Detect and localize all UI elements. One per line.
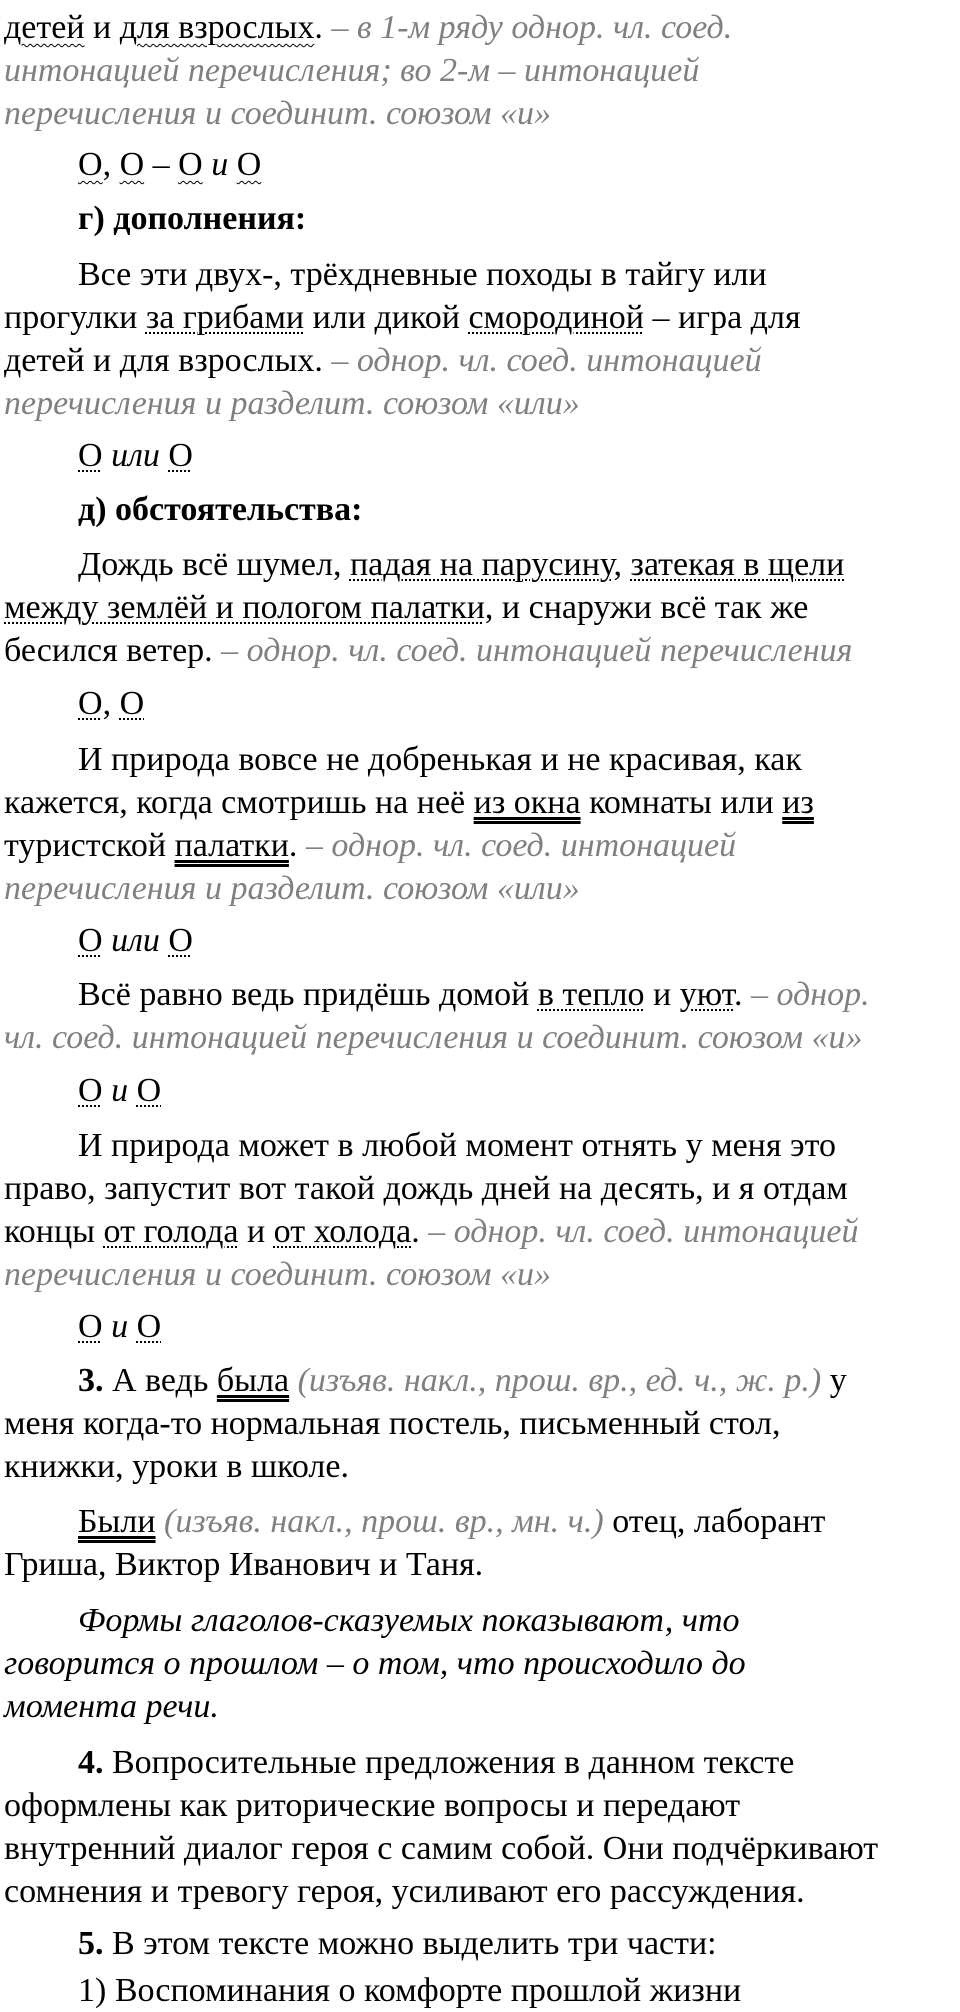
scheme-o: О [178, 146, 203, 183]
grey-comment: (изъяв. накл., прош. вр., ед. ч., ж. р.) [289, 1362, 822, 1399]
text: . [288, 827, 306, 864]
paragraph-line [78, 1741, 794, 1784]
scheme [78, 1305, 161, 1348]
text: комнаты или [580, 784, 783, 821]
scheme-o: О [78, 685, 103, 722]
circumstance-underline: от голода [103, 1213, 239, 1250]
text: у [821, 1362, 847, 1399]
scheme-o: О [78, 146, 103, 183]
grey-comment: перечисления и разделит. союзом «или» [4, 870, 580, 907]
paragraph-line: книжки, уроки в школе. [4, 1448, 349, 1485]
scheme-o: О [78, 1308, 103, 1345]
circumstance-underline: падая на парусину [349, 546, 614, 583]
grey-comment: интонацией перечисления; во 2-м – интонацией [4, 52, 700, 89]
grey-comment: перечисления и соединит. союзом «и» [4, 1256, 551, 1293]
paragraph-line [78, 973, 870, 1016]
paragraph-line: право, запустит вот такой дождь дней на десять, и я отдам [4, 1170, 848, 1207]
scheme-o: О [136, 1308, 162, 1345]
text: – игра для [643, 299, 801, 336]
predicate-underline: Были [78, 1503, 156, 1540]
scheme [78, 1069, 161, 1112]
paragraph-line: И природа может в любой момент отнять у меня это [78, 1127, 837, 1164]
paragraph-line: внутренний диалог героя с самим собой. Они подчёркивают [4, 1830, 879, 1867]
paragraph-line: И природа вовсе не добренькая и не красивая, как [78, 741, 802, 778]
circumstance-underline: от холода [273, 1213, 412, 1250]
paragraph-line [78, 543, 844, 586]
scheme-o: О [78, 1072, 103, 1109]
text: . [733, 976, 751, 1013]
scheme [78, 919, 193, 962]
task-number: 3. [78, 1362, 104, 1399]
text: . [411, 1213, 429, 1250]
paragraph-line [4, 296, 801, 339]
circumstance-underline: между землёй и пологом палатки [4, 589, 485, 626]
object-underline: смородиной [468, 299, 644, 336]
text: или дикой [304, 299, 469, 336]
double-underline: палатки [174, 827, 289, 864]
text: В этом тексте можно выделить три части: [103, 1925, 717, 1962]
scheme-conj: или [102, 922, 169, 959]
text: , и снаружи всё так же [484, 589, 809, 626]
text: . [314, 9, 332, 46]
grey-comment: – в 1-м ряду однор. чл. соед. [331, 9, 733, 46]
italic-note: момента речи. [4, 1688, 219, 1725]
grey-comment: (изъяв. накл., прош. вр., мн. ч.) [155, 1503, 604, 1540]
paragraph-line [78, 1359, 847, 1402]
circumstance-underline: уют [679, 976, 734, 1013]
paragraph-line: меня когда-то нормальная постель, письменный стол, [4, 1405, 781, 1442]
paragraph-line [78, 1500, 825, 1543]
text: детей и для взрослых. [4, 342, 332, 379]
scheme-o: О [78, 437, 103, 474]
paragraph-line: Гриша, Виктор Иванович и Таня. [4, 1546, 484, 1583]
paragraph-line [4, 6, 732, 49]
paragraph-line: 1) Воспоминания о комфорте прошлой жизни [78, 1972, 742, 2009]
grey-comment: – однор. чл. соед. интонацией [331, 342, 762, 379]
paragraph-line [4, 339, 762, 382]
text: А ведь [103, 1362, 217, 1399]
double-underline: из [782, 784, 814, 821]
scheme-o: О [136, 1072, 162, 1109]
paragraph-line [4, 586, 808, 629]
double-underline: из окна [473, 784, 581, 821]
grey-comment: перечисления и разделит. союзом «или» [4, 385, 580, 422]
scheme-o: О [236, 146, 262, 183]
scheme-o: О [78, 922, 103, 959]
text: концы [4, 1213, 104, 1250]
grey-comment: – однор. [750, 976, 870, 1013]
task-number: 5. [78, 1925, 104, 1962]
scheme-sep: , [102, 146, 120, 183]
paragraph-line: оформлены как риторические вопросы и передают [4, 1787, 741, 1824]
scheme-sep: , [102, 685, 120, 722]
text: , [613, 546, 631, 583]
paragraph-line [4, 781, 814, 824]
member-underline: для взрослых [119, 9, 315, 46]
paragraph-line: Все эти двух-, трёхдневные походы в тайгу или [78, 256, 767, 293]
grey-comment: – однор. чл. соед. интонацией [428, 1213, 859, 1250]
text: туристской [4, 827, 175, 864]
scheme [78, 682, 144, 725]
scheme-conj: или [102, 437, 169, 474]
member-underline: детей [4, 9, 85, 46]
paragraph-line [4, 824, 736, 867]
circumstance-underline: в тепло [537, 976, 645, 1013]
section-heading: д) обстоятельства: [78, 491, 363, 528]
scheme-o: О [119, 146, 145, 183]
grey-comment: перечисления и соединит. союзом «и» [4, 95, 551, 132]
grey-comment: – однор. чл. соед. интонацией перечисления [221, 632, 853, 669]
scheme-conj: и [102, 1308, 137, 1345]
object-underline: за грибами [145, 299, 305, 336]
scheme-conj: и [202, 146, 237, 183]
italic-note: Формы глаголов-сказуемых показывают, что [78, 1602, 740, 1639]
text: отец, лаборант [603, 1503, 826, 1540]
section-heading: г) дополнения: [78, 200, 307, 237]
text: и [238, 1213, 274, 1250]
text: Дождь всё шумел, [78, 546, 350, 583]
scheme-sep: – [144, 146, 179, 183]
task-number: 4. [78, 1744, 104, 1781]
scheme-o: О [168, 922, 193, 959]
scheme [78, 143, 261, 186]
text: кажется, когда смотришь на неё [4, 784, 474, 821]
text: Вопросительные предложения в данном тексте [103, 1744, 795, 1781]
paragraph-line: сомнения и тревогу героя, усиливают его рассуждения. [4, 1873, 805, 1910]
text: Всё равно ведь придёшь домой [78, 976, 538, 1013]
italic-note: говорится о прошлом – о том, что происходило до [4, 1645, 746, 1682]
text: бесился ветер. [4, 632, 222, 669]
scheme-o: О [168, 437, 193, 474]
circumstance-underline: затекая в щели [630, 546, 845, 583]
paragraph-line [4, 629, 852, 672]
grey-comment: чл. соед. интонацией перечисления и соединит. союзом «и» [4, 1019, 863, 1056]
scheme [78, 434, 193, 477]
scheme-o: О [119, 685, 145, 722]
grey-comment: – однор. чл. соед. интонацией [305, 827, 737, 864]
scheme-conj: и [102, 1072, 137, 1109]
text: и [84, 9, 120, 46]
paragraph-line [4, 1210, 858, 1253]
predicate-underline: была [216, 1362, 290, 1399]
text: и [644, 976, 680, 1013]
paragraph-line [78, 1922, 717, 1965]
text: прогулки [4, 299, 146, 336]
